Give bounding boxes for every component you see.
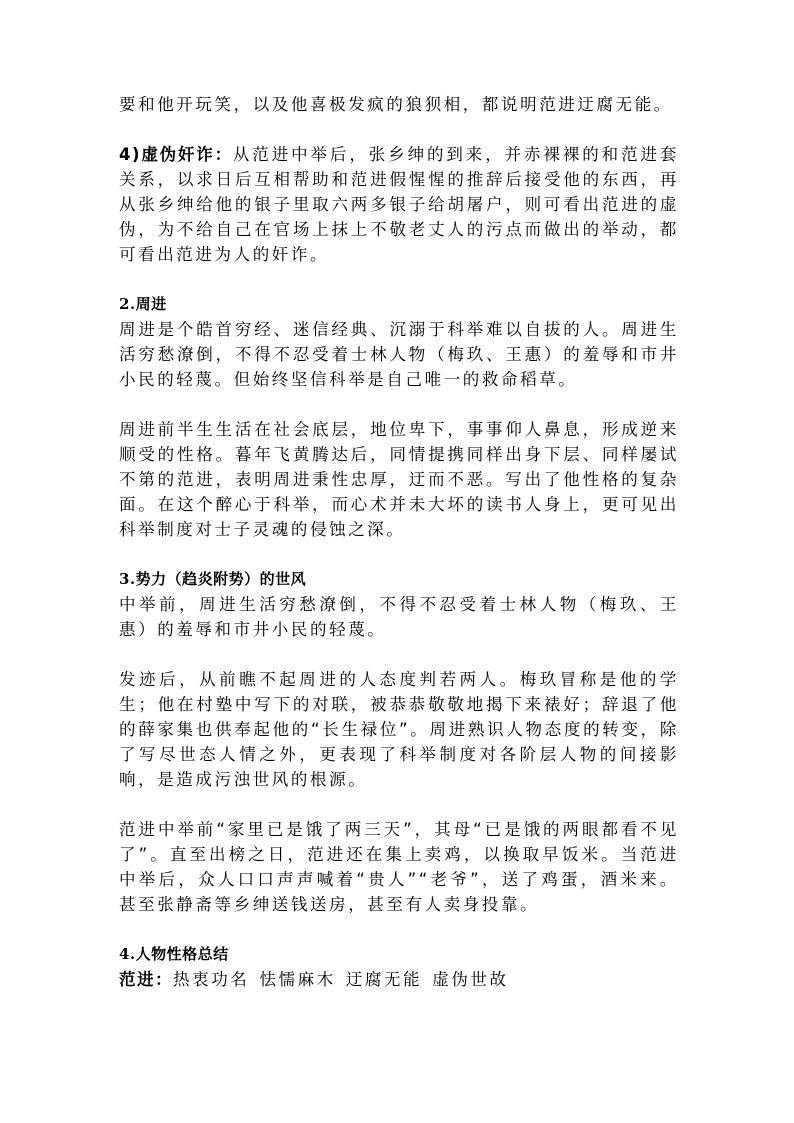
trait-item: 热衷功名 xyxy=(173,970,250,989)
paragraph-zhou-jin-2: 周进前半生生活在社会底层，地位卑下，事事仰人鼻息，形成逆来顺受的性格。暮年飞黄腾达后，同情提携同样出身下层、同样屡试不第的范进，表明周进秉性忠厚，迂而不恶。写出了他性格的复杂面。在这个醉心于科举，而心术并未大坏的读书人身上，更可见出科举制度对士子灵魂的侵蚀之深。 xyxy=(119,420,679,539)
paragraph-social-3: 范进中举前“家里已是饿了两三天”，其母“已是饿的两眼都看不见了”。直至出榜之日，范进还在集上卖鸡，以换取早饭米。当范进中举后，众人口口声声喊着“贵人”“老爷”，送了鸡蛋，酒米来。甚至张静斋等乡绅送钱送房，甚至有人卖身投靠。 xyxy=(119,820,679,914)
point-label: 4)虚伪奸诈： xyxy=(119,145,233,164)
section-heading-zhou-jin: 2.周进 xyxy=(119,295,167,313)
document-page xyxy=(119,92,679,992)
section-heading-social-climate: 3.势力（趋炎附势）的世风 xyxy=(119,570,307,588)
paragraph-fan-jin-hypocrisy xyxy=(119,142,679,267)
trait-subject-label: 范进： xyxy=(119,970,173,989)
paragraph-fan-jin-pedantic: 要和他开玩笑，以及他喜极发疯的狼狈相，都说明范进迂腐无能。 xyxy=(119,95,673,114)
paragraph-social-1: 中举前，周进生活穷愁潦倒，不得不忍受着士林人物（梅玖、王惠）的羞辱和市井小民的轻蔑。 xyxy=(119,595,679,639)
section-heading-summary: 4.人物性格总结 xyxy=(119,945,229,963)
paragraph-zhou-jin-1: 周进是个皓首穷经、迷信经典、沉溺于科举难以自拔的人。周进生活穷愁潦倒，不得不忍受着士林人物（梅玖、王惠）的羞辱和市井小民的轻蔑。但始终坚信科举是自己唯一的救命稻草。 xyxy=(119,320,679,389)
paragraph-social-2: 发迹后，从前瞧不起周进的人态度判若两人。梅玖冒称是他的学生；他在村塾中写下的对联，被恭恭敬敬地揭下来裱好；辞退了他的薛家集也供奉起他的“长生禄位”。周进熟识人物态度的转变，除了写尽世态人情之外，更表现了科举制度对各阶层人物的间接影响，是造成污浊世风的根源。 xyxy=(119,670,679,789)
trait-item: 怯懦麻木 xyxy=(259,970,336,989)
trait-item: 迂腐无能 xyxy=(345,970,423,989)
trait-summary-line xyxy=(119,967,679,992)
trait-item: 虚伪世故 xyxy=(432,970,509,989)
point-text: 从范进中举后，张乡绅的到来，并赤裸裸的和范进套关系，以求日后互相帮助和范进假惺惺的推辞后接受他的东西，再从张乡绅给他的银子里取六两多银子给胡屠户，则可看出范进的虚伪，为不给自己在官场上抹上不敬老丈人的污点而做出的举动，都可看出范进为人的奸诈。 xyxy=(119,145,679,264)
